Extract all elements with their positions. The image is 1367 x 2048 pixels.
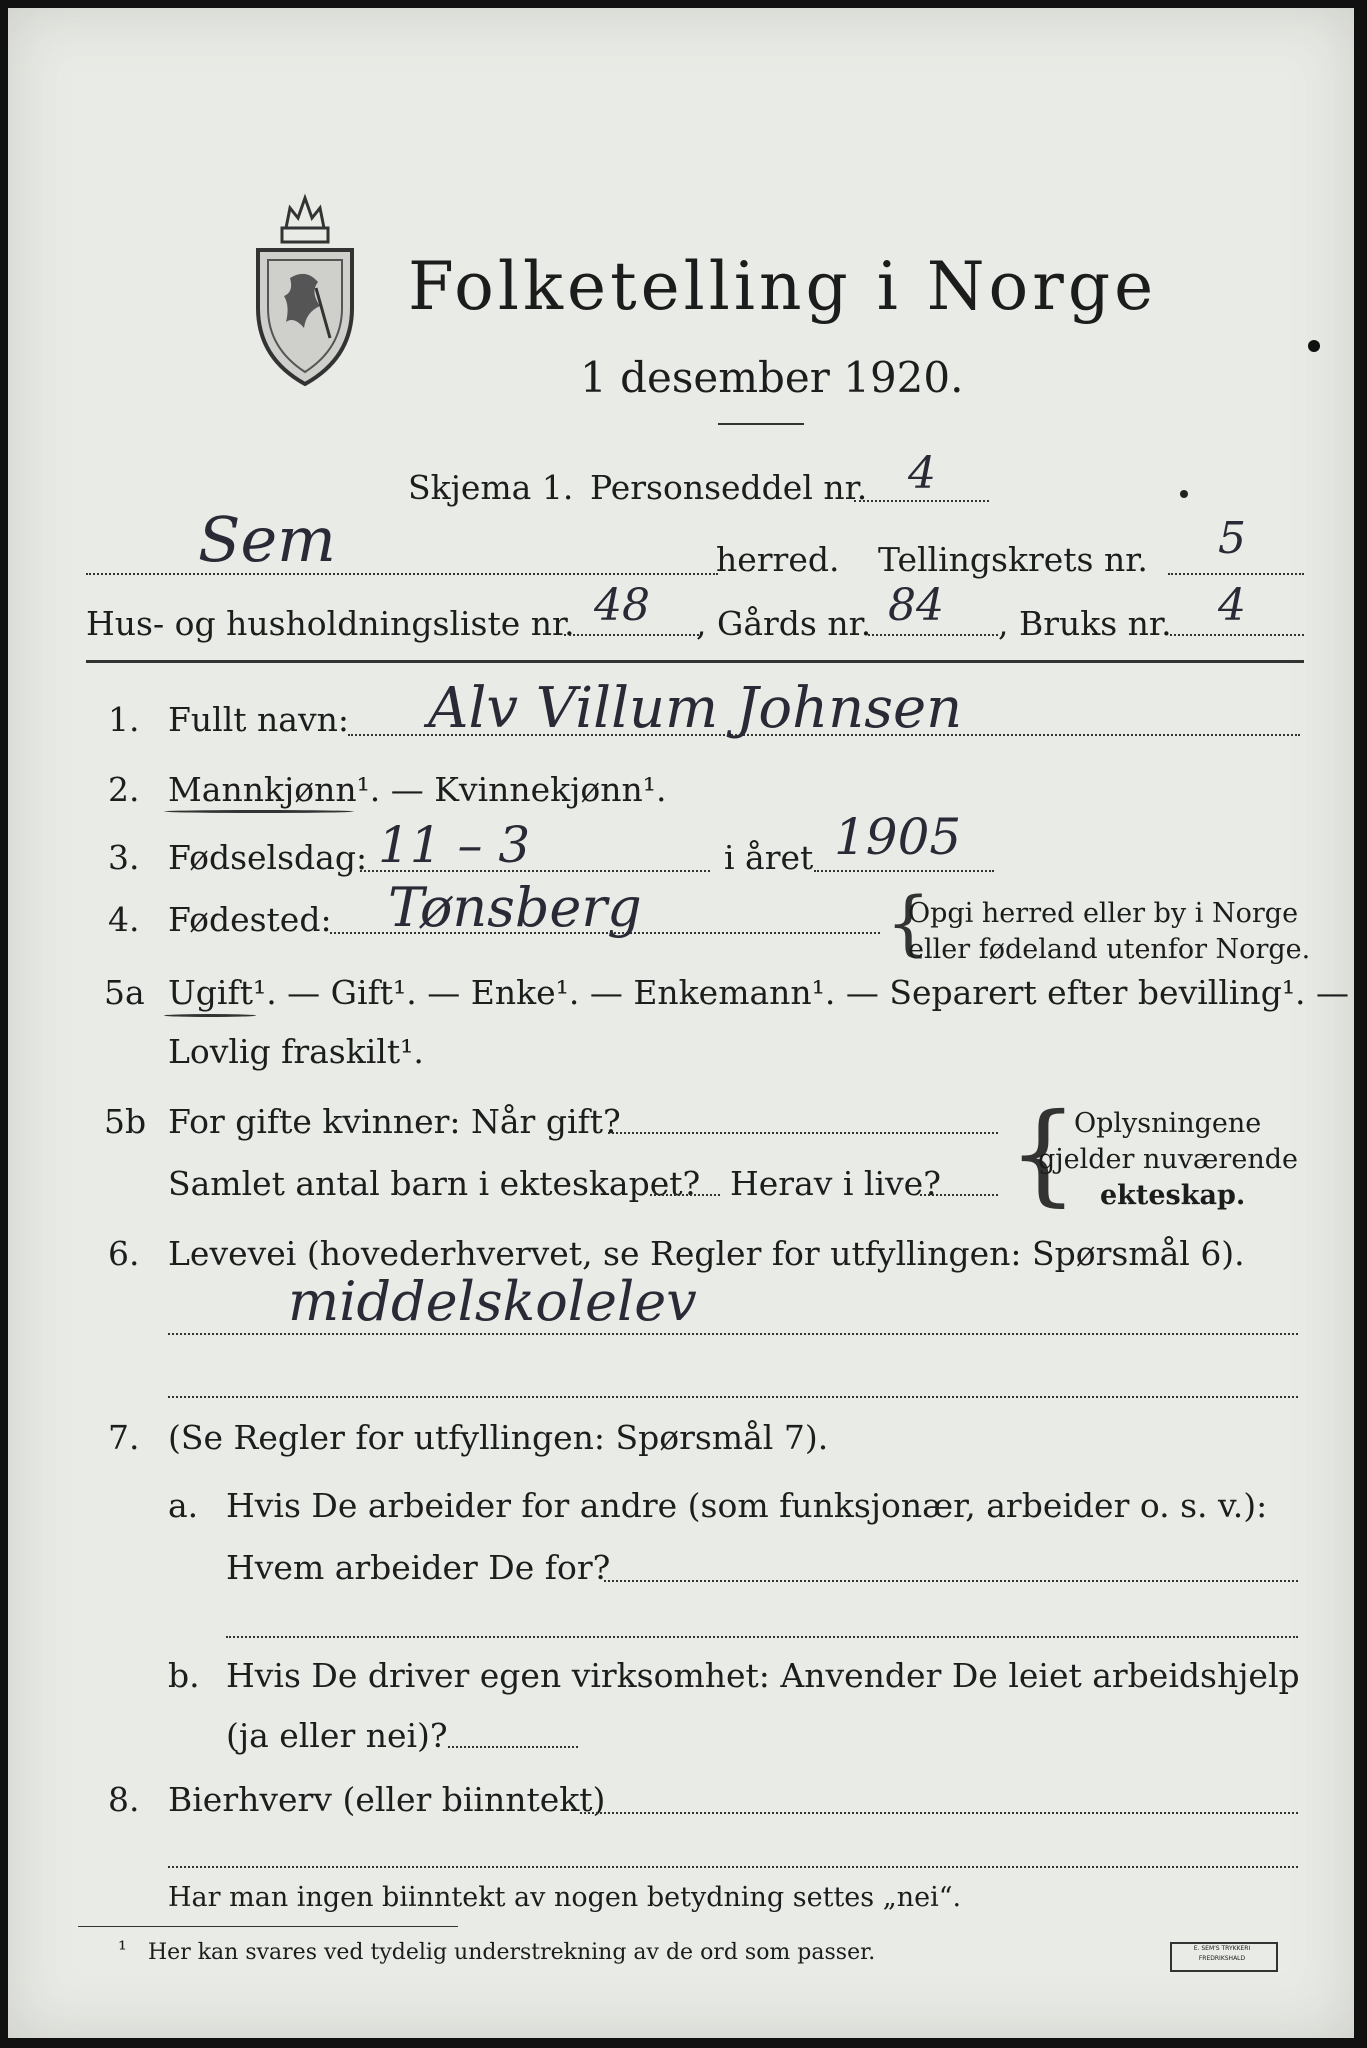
q6-value: middelskolelev [288, 1270, 697, 1333]
q7a-label: Hvis De arbeider for andre (som funksjonær, arbeider o. s. v.): [226, 1486, 1268, 1525]
q3-year-value: 1905 [834, 808, 962, 866]
q3-value: 11 – 3 [378, 816, 531, 874]
q7b-line[interactable] [448, 1746, 578, 1748]
q2-underline-mark [164, 810, 354, 813]
q6-line2[interactable] [168, 1396, 1298, 1398]
personseddel-label: Personseddel nr. [590, 468, 868, 507]
herred-label: herred. [716, 540, 840, 579]
title-rule [718, 423, 804, 425]
q7b-label: Hvis De driver egen virksomhet: Anvender De leiet arbeidshjelp [226, 1656, 1300, 1695]
footnote-rule [78, 1926, 458, 1927]
bruks-line[interactable] [1170, 634, 1304, 636]
q7a-employer-line[interactable] [604, 1580, 1298, 1582]
header-separator [86, 660, 1304, 663]
census-date: 1 desember 1920. [580, 353, 964, 402]
q3-label: Fødselsdag: [168, 838, 368, 877]
ink-dot [1308, 340, 1320, 352]
q7a-number: a. [168, 1486, 199, 1525]
q7a-employer-label: Hvem arbeider De for? [226, 1548, 611, 1587]
q5b-married-line[interactable] [608, 1132, 998, 1134]
footnote-mark: ¹ [118, 1938, 127, 1963]
q5b-alive-line[interactable] [920, 1194, 998, 1196]
q7b-number: b. [168, 1656, 200, 1695]
gards-line[interactable] [868, 634, 998, 636]
bruks-label: , Bruks nr. [998, 604, 1172, 643]
tellingskrets-label: Tellingskrets nr. [878, 540, 1148, 579]
coat-of-arms-icon [246, 188, 364, 388]
q4-label: Fødested: [168, 900, 332, 939]
q4-note-line2: eller fødeland utenfor Norge. [908, 934, 1311, 965]
form-title: Folketelling i Norge [408, 248, 1158, 325]
herred-value: Sem [198, 503, 336, 576]
q8-note: Har man ingen biinntekt av nogen betydning settes „nei“. [168, 1882, 962, 1913]
printer-stamp-text: E. SEM'S TRYKKERI FREDRIKSHALD [1193, 1945, 1251, 1962]
q5a-number: 5a [104, 973, 145, 1012]
husliste-label: Hus- og husholdningsliste nr. [86, 604, 575, 643]
q4-number: 4. [108, 900, 140, 939]
q3-year-label: i året [724, 838, 814, 877]
q3-number: 3. [108, 838, 140, 877]
q5a-underline-mark [164, 1014, 256, 1017]
tellingskrets-line[interactable] [1168, 573, 1304, 575]
q6-number: 6. [108, 1234, 140, 1273]
q8-line2[interactable] [168, 1866, 1298, 1868]
q8-number: 8. [108, 1780, 140, 1819]
q2-number: 2. [108, 770, 140, 809]
q5b-children-label: Samlet antal barn i ekteskapet? [168, 1164, 701, 1203]
q5b-brace: { [1008, 1089, 1078, 1217]
q2-label: Mannkjønn¹. — Kvinnekjønn¹. [168, 770, 667, 809]
q4-note-line1: Opgi herred eller by i Norge [908, 898, 1299, 929]
q1-number: 1. [108, 700, 140, 739]
herred-line[interactable] [86, 573, 718, 575]
q7-number: 7. [108, 1418, 140, 1457]
q5b-label: For gifte kvinner: Når gift? [168, 1102, 621, 1141]
census-form [8, 8, 1354, 2038]
skjema-label: Skjema 1. [408, 468, 574, 507]
q5b-number: 5b [104, 1102, 147, 1141]
q5b-note-line2: gjelder nuværende [1038, 1144, 1298, 1175]
q8-line[interactable] [580, 1812, 1298, 1814]
q4-brace: { [886, 882, 931, 964]
q5b-note-line1: Oplysningene [1074, 1108, 1262, 1139]
gards-label: , Gårds nr. [696, 604, 872, 643]
q1-label: Fullt navn: [168, 700, 349, 739]
personseddel-line[interactable] [854, 500, 989, 502]
footnote-text: Her kan svares ved tydelig understrekning av de ord som passer. [148, 1940, 876, 1965]
q4-value: Tønsberg [388, 876, 642, 939]
q5a-label-cont: Lovlig fraskilt¹. [168, 1032, 424, 1071]
q5a-label: Ugift¹. — Gift¹. — Enke¹. — Enkemann¹. — Separert efter bevilling¹. — [168, 973, 1350, 1012]
personseddel-value: 4 [908, 448, 936, 499]
q6-line1[interactable] [168, 1333, 1298, 1335]
q8-label: Bierhverv (eller biinntekt) [168, 1780, 606, 1819]
q7a-employer-line2[interactable] [226, 1636, 1298, 1638]
husliste-value: 48 [594, 580, 650, 631]
q5b-note-line3: ekteskap. [1100, 1180, 1246, 1211]
q5b-alive-label: Herav i live? [730, 1164, 941, 1203]
q7-label: (Se Regler for utfyllingen: Spørsmål 7). [168, 1418, 829, 1457]
tellingskrets-value: 5 [1218, 513, 1246, 564]
husliste-line[interactable] [564, 634, 699, 636]
q3-year-line[interactable] [814, 870, 994, 872]
gards-value: 84 [888, 580, 944, 631]
q5b-children-line[interactable] [650, 1194, 720, 1196]
ink-dot-small [1180, 490, 1188, 498]
q7b-label-cont: (ja eller nei)? [226, 1716, 448, 1755]
q1-value: Alv Villum Johnsen [428, 676, 963, 741]
bruks-value: 4 [1218, 580, 1246, 631]
q6-label: Levevei (hovederhvervet, se Regler for utfyllingen: Spørsmål 6). [168, 1234, 1245, 1273]
